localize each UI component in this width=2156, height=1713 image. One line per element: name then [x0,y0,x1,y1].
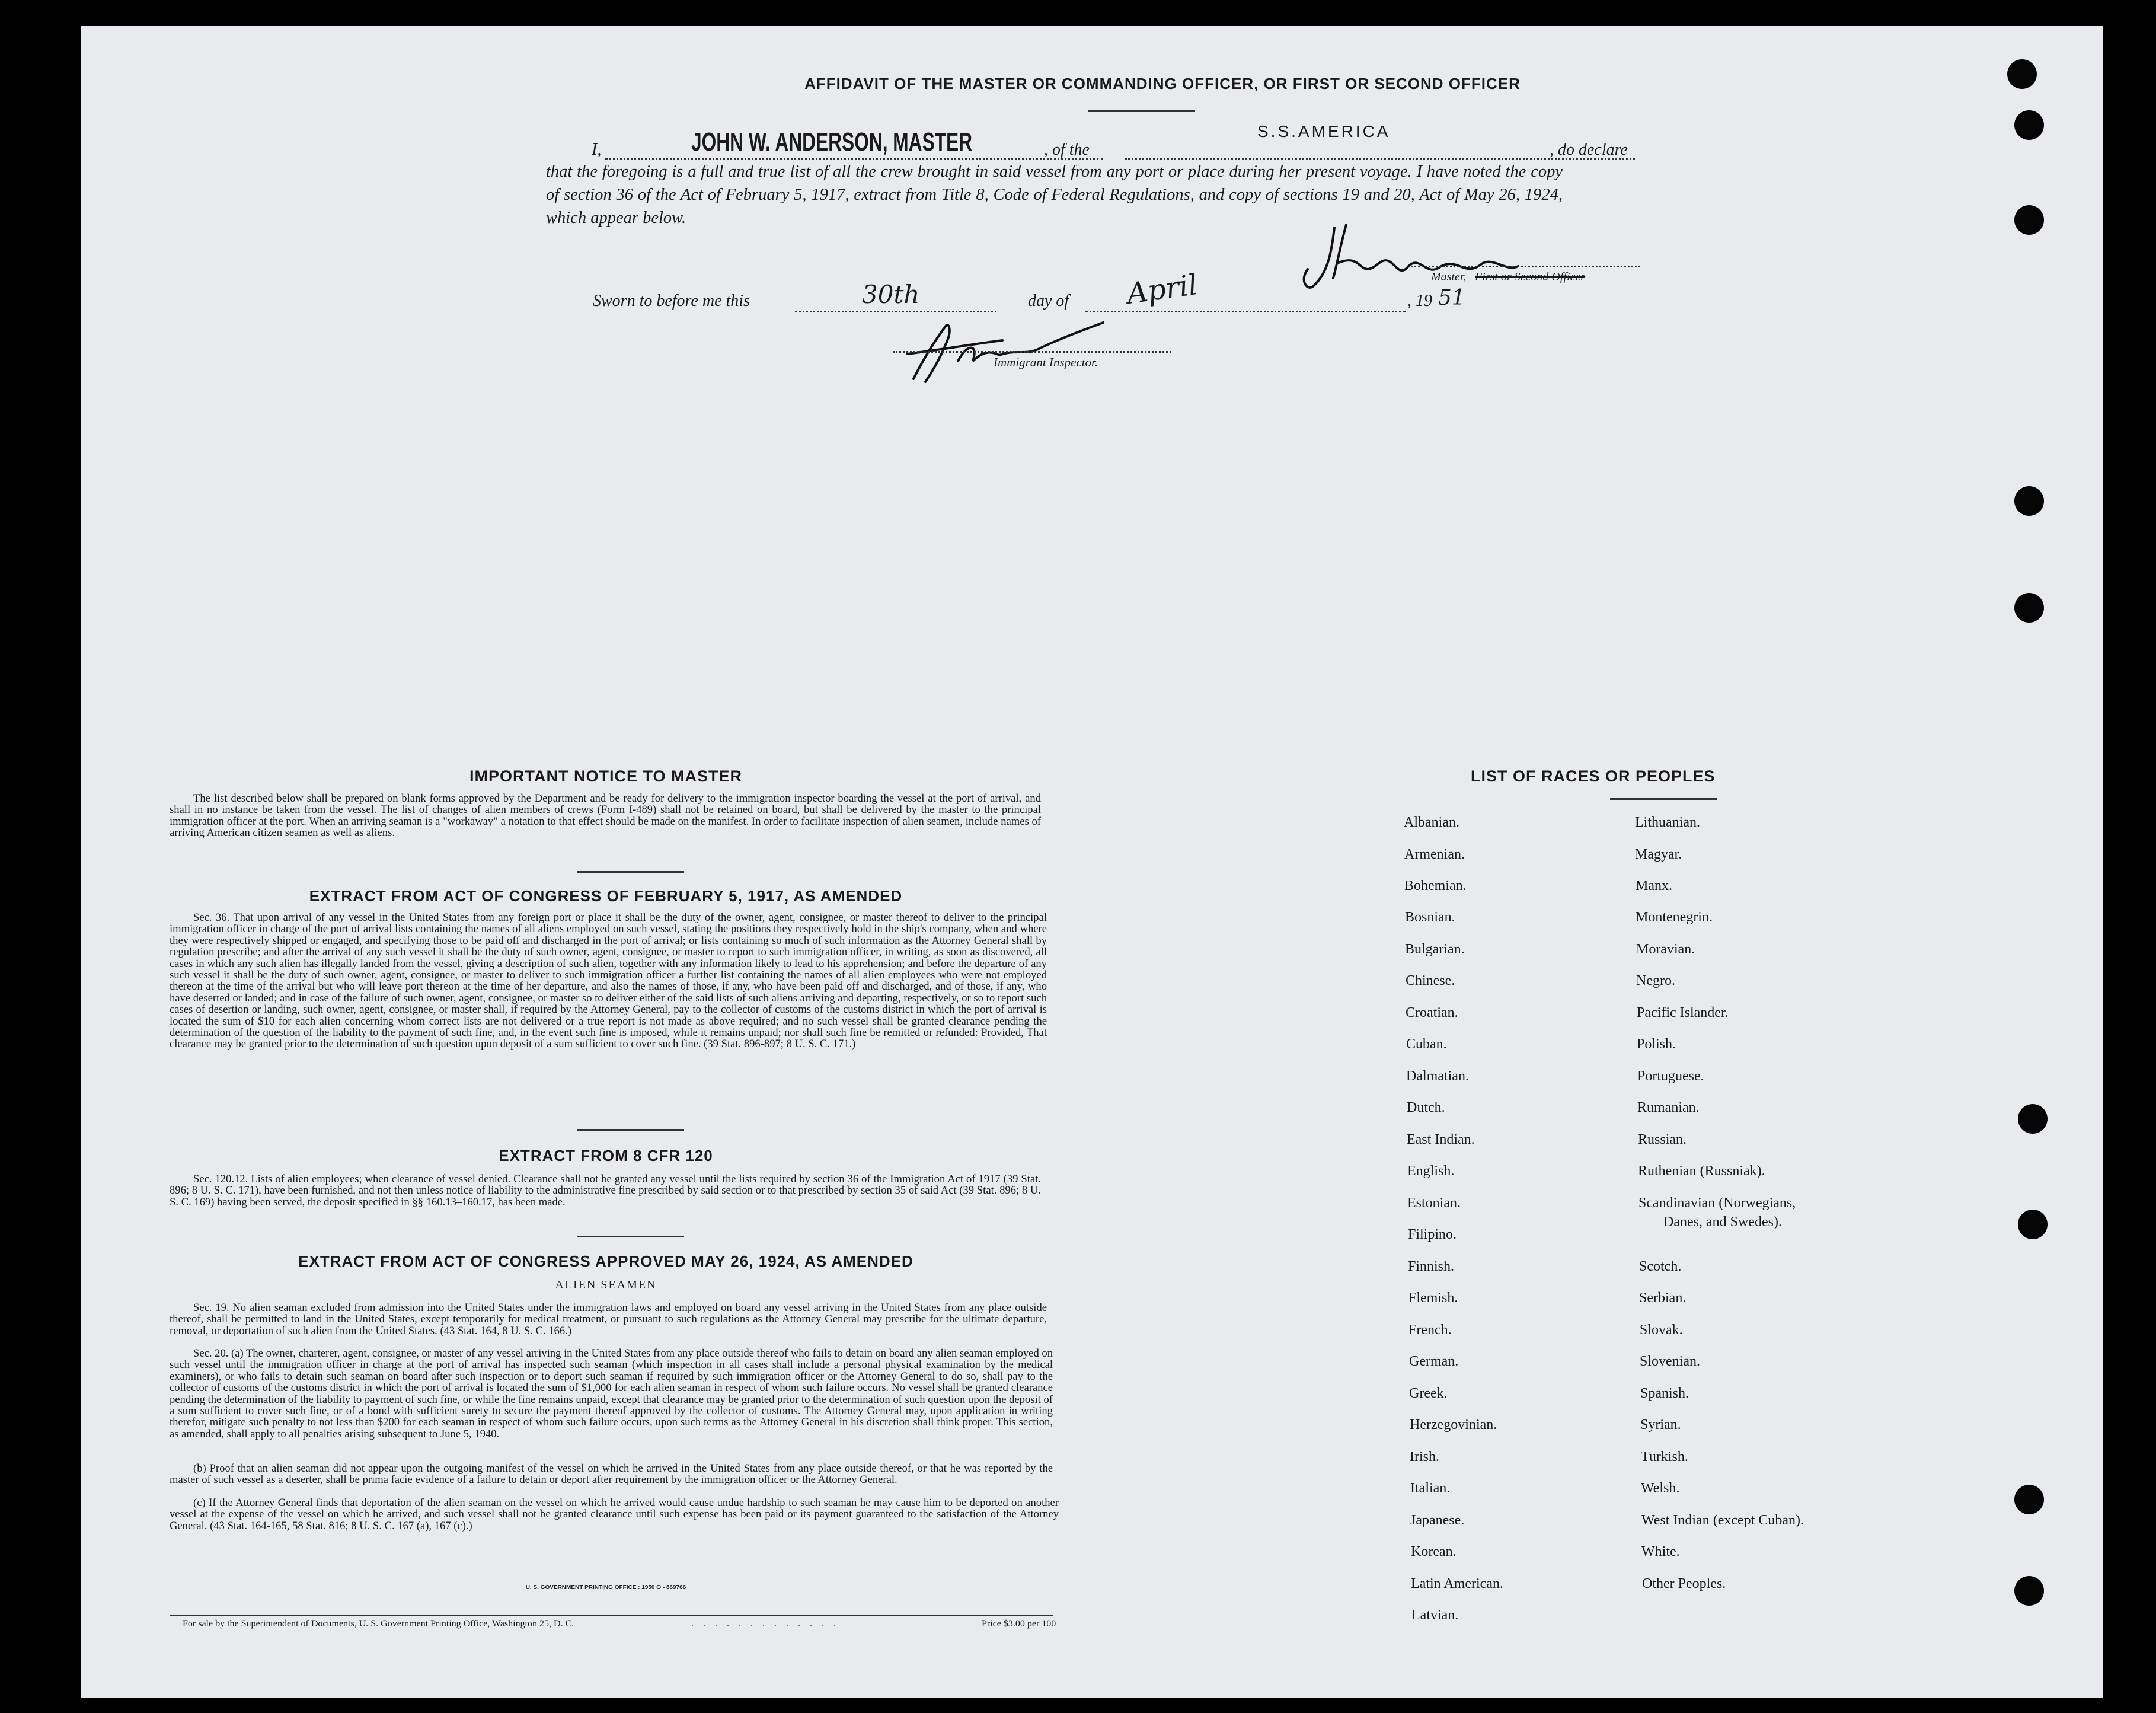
do-declare-label: , do declare [1550,141,1628,159]
race-item: Estonian. [1407,1195,1461,1211]
race-item: Turkish. [1641,1449,1688,1465]
race-item: Finnish. [1408,1259,1455,1274]
race-item: West Indian (except Cuban). [1641,1513,1804,1528]
race-item: Negro. [1636,973,1675,988]
footer-dots: . . . . . . . . . . . . . [691,1619,839,1629]
day-of-label: day of [1028,292,1069,310]
race-item: Spanish. [1640,1386,1689,1401]
races-title: LIST OF RACES OR PEOPLES [1471,767,1716,785]
punch-hole [2014,593,2044,623]
race-item: Greek. [1409,1386,1448,1401]
race-item: Scandinavian (Norwegians, [1638,1195,1796,1211]
race-item: Russian. [1638,1132,1687,1147]
race-item: Montenegrin. [1636,910,1713,925]
race-item: Syrian. [1640,1417,1681,1433]
master-signature-line [1411,266,1640,267]
sec20a-text: Sec. 20. (a) The owner, charterer, agent, consignee, or master of any vessel arriving in the United States from any place outside thereof who fails to detain on board any alien seaman employed on such vessel until the immigration officer in charge at the port of arrival has inspected such seaman (which inspection in all cases shall include a personal physical examination by the medical examiners), or who fails to detain such seaman on board after such inspection or to deport such seaman if required by such immigration officer or the Attorney General to do so, shall pay to the collector of customs of the customs district in which the port of arrival is located the sum of $1,000 for each alien seaman in respect of whom such failure occurs. No vessel shall be granted clearance pending the determination of the liability to payment of such fine, or while the fine remains unpaid, except that clearance may be granted prior to the determination of such question upon the deposit of a sum sufficient to cover such fine, or of a bond with sufficient surety to secure the payment thereof approved by the collector of customs. The Attorney General may, upon application in writing therefor, mitigate such penalty to not less than $200 for each seaman in respect of whom such failure occurs, upon such terms as the Attorney General in his discretion shall think proper. This section, as amended, shall apply to all penalties arising subsequent to June 5, 1940. [170,1347,1053,1440]
sworn-prefix: Sworn to before me this [593,292,750,310]
footer-left: For sale by the Superintendent of Documents, U. S. Government Printing Office, Washington 25, D. C. [183,1619,574,1629]
race-item: Lithuanian. [1635,815,1700,830]
race-item: Welsh. [1641,1481,1680,1496]
race-item: Croatian. [1406,1005,1458,1020]
race-item: Flemish. [1408,1290,1458,1306]
affidavit-title: AFFIDAVIT OF THE MASTER OR COMMANDING OFFICER, OR FIRST OR SECOND OFFICER [804,75,1521,92]
sworn-month-line [1085,311,1406,312]
race-item: Manx. [1636,878,1672,894]
inspector-signature [890,308,1127,391]
sworn-day-value: 30th [862,280,920,309]
name-line [605,158,1103,160]
sec19-text: Sec. 19. No alien seaman excluded from admission into the United States under the immigration laws and employed on board any vessel arriving in the United States from any place outside thereof, shall be permitted to land in the United States, except temporarily for medical treatment, or pursuant to such regulations as the Attorney General may prescribe for the ultimate departure, removal, or deportation of such alien from the United States. (43 Stat. 164, 8 U. S. C. 166.) [170,1302,1047,1337]
race-item: Cuban. [1406,1036,1447,1052]
race-item: Bulgarian. [1405,942,1465,957]
punch-hole [2014,1576,2044,1606]
race-item: Chinese. [1406,973,1455,988]
race-item: Armenian. [1404,847,1465,862]
inspector-caption: Immigrant Inspector. [994,355,1098,369]
race-item: White. [1641,1544,1680,1559]
vessel-name: S.S.AMERICA [1257,122,1391,141]
sec20c-text: (c) If the Attorney General finds that deportation of the alien seaman on the vessel on which he arrived would cause undue hardship to such seaman he may cause him to be deported on another vessel at the expense of the vessel on which he arrived, and such vessel shall not be granted clearance until such expense has been paid or its payment guaranteed to the satisfaction of the Attorney General. (43 Stat. 164-165, 58 Stat. 816; 8 U. S. C. 167 (a), 167 (c).) [170,1497,1059,1532]
footer-rule [170,1615,1053,1616]
race-item: Slovenian. [1640,1354,1700,1369]
title-rule [1088,110,1195,112]
punch-hole [2014,110,2044,140]
race-item: Japanese. [1410,1513,1465,1528]
printer-line: U. S. GOVERNMENT PRINTING OFFICE : 1950 O - 869766 [525,1584,686,1591]
extract-1924-title: EXTRACT FROM ACT OF CONGRESS APPROVED MAY 26, 1924, AS AMENDED [298,1252,913,1270]
race-item: Herzegovinian. [1410,1417,1497,1433]
punch-hole [2014,486,2044,516]
race-item: Irish. [1410,1449,1439,1465]
notice-title: IMPORTANT NOTICE TO MASTER [469,767,742,785]
year-prefix: , 19 [1407,292,1432,310]
race-item: Bosnian. [1405,910,1455,925]
of-the-label: , of the [1044,141,1090,159]
document-sheet [81,26,2103,1698]
race-item: Other Peoples. [1642,1576,1726,1591]
race-item: German. [1409,1354,1459,1369]
races-title-rule [1610,798,1717,800]
punch-hole [2018,1104,2048,1134]
race-item: Albanian. [1404,815,1459,830]
master-caption: Master, [1431,270,1467,283]
race-item: Korean. [1411,1544,1457,1559]
race-item: Dalmatian. [1406,1068,1469,1084]
race-item: Polish. [1637,1036,1676,1052]
race-item: Danes, and Swedes). [1663,1214,1782,1230]
extract-1924-subtitle: ALIEN SEAMEN [555,1278,657,1291]
sworn-year-value: 51 [1438,286,1465,310]
declarant-name: JOHN W. ANDERSON, MASTER [691,127,973,157]
race-item: Bohemian. [1404,878,1467,894]
footer-right: Price $3.00 per 100 [982,1619,1056,1629]
extract-cfr-text: Sec. 120.12. Lists of alien employees; when clearance of vessel denied. Clearance shall not be granted any vessel until the lists required by section 36 of the Immigration Act of 1917 (39 Stat. 896; 8 U. S. C. 171), have been furnished, and not then unless notice of liability to the administrative fine prescribed by said section or to that prescribed by section 35 of said Act (39 Stat. 896; 8 U. S. C. 169) having been served, the deposit specified in §§ 160.13–160.17, has been made. [170,1173,1041,1208]
extract-1917-title: EXTRACT FROM ACT OF CONGRESS OF FEBRUARY 5, 1917, AS AMENDED [309,887,903,905]
race-item: Rumanian. [1637,1100,1700,1115]
race-item: Serbian. [1639,1290,1687,1306]
struck-caption: First or Second Officer [1475,270,1586,283]
race-item: French. [1408,1322,1452,1338]
punch-hole [2014,205,2044,235]
sworn-month-value: April [1125,267,1200,311]
affidavit-body: that the foregoing is a full and true list of all the crew brought in said vessel from any port or place during her present voyage. I have noted the copy of section 36 of the Act of February 5, 1917, extract from Title 8, Code of Federal Regulations, and copy of sections 19 and 20, Act of May 26, 1924, which appear below. [546,162,1563,227]
notice-text: The list described below shall be prepared on blank forms approved by the Department and be ready for delivery to the immigration inspector boarding the vessel at the port of arrival, and shall in no instance be taken from the vessel. The list of changes of alien members of crews (Form I-489) shall not be retained on board, but shall be delivered by the master to the principal immigration officer at the port. When an arriving seaman is a "workaway" a notation to that effect should be made on the manifest. In order to facilitate inspection of alien seamen, include names of arriving American citizen seamen as well as aliens. [170,792,1041,840]
section-rule [577,1236,684,1237]
race-item: English. [1407,1163,1455,1179]
extract-1917-text: Sec. 36. That upon arrival of any vessel in the United States from any foreign port or place it shall be the duty of the owner, agent, consignee, or master thereof to deliver to the principal immigration officer in charge of the port of arrival lists containing the names of all aliens employed on such vessel, stating the positions they respectively hold in the ship's company, when and where they were respectively shipped or engaged, and specifying those to be paid off and discharged in the port of arrival; or lists containing so much of such information as the Attorney General shall by regulation prescribe; and after the arrival of any such vessel it shall be the duty of such owner, agent, consignee, or master to report to such immigration officer, in writing, as soon as discovered, all cases in which any such alien has illegally landed from the vessel, giving a description of such alien, together with any information likely to lead to his apprehension; and before the departure of any such vessel it shall be the duty of such owner, agent, consignee, or master to deliver to such immigration officer a further list containing the names of all alien employees who were not employed thereon at the time of the arrival but who will leave port thereon at the time of her departure, and also the names of those, if any, who have been paid off and discharged, and of those, if any, who have deserted or landed; and in case of the failure of such owner, agent, consignee, or master so to deliver either of the said lists of such aliens arriving and departing, respectively, or so to report such cases of desertion or landing, such owner, agent, consignee, or master shall, if required by the Attorney General, pay to the collector of customs of the customs district in which the port of arrival is located the sum of $10 for each alien concerning whom correct lists are not delivered or a true report is not made as above required; and no such vessel shall be granted clearance pending the determination of the question of the liability to the payment of such fine, and, in the event such fine is imposed, while it remains unpaid; nor shall such fine be remitted or refunded: Provided, That clearance may be granted prior to the determination of such question upon deposit of a sum sufficient to cover such fine. (39 Stat. 896-897; 8 U. S. C. 171.) [170,911,1047,1051]
race-item: Portuguese. [1637,1068,1704,1084]
race-item: Moravian. [1636,942,1695,957]
declarant-prefix: I, [592,141,602,159]
race-item: Slovak. [1640,1322,1683,1338]
race-item: Filipino. [1408,1227,1457,1242]
section-rule [577,1129,684,1131]
punch-hole [2014,1485,2044,1514]
extract-cfr-title: EXTRACT FROM 8 CFR 120 [499,1147,713,1165]
race-item: Scotch. [1639,1259,1682,1274]
master-signature [1281,216,1530,299]
race-item: Pacific Islander. [1637,1005,1729,1020]
sec20b-text: (b) Proof that an alien seaman did not appear upon the outgoing manifest of the vessel on which he arrived in the United States from any place outside thereof, or that he was reported by the master of such vessel as a deserter, shall be prima facie evidence of a failure to detain or deport after requirement by the immigration officer or the Attorney General. [170,1462,1053,1486]
race-item: Dutch. [1407,1100,1445,1115]
punch-hole [2007,59,2037,89]
race-item: Ruthenian (Russniak). [1638,1163,1765,1179]
race-item: East Indian. [1407,1132,1475,1147]
race-item: Latin American. [1411,1576,1503,1591]
race-item: Italian. [1410,1481,1451,1496]
inspector-signature-line [893,351,1171,353]
punch-hole [2018,1210,2048,1239]
race-item: Magyar. [1635,847,1682,862]
section-rule [577,871,684,873]
race-item: Latvian. [1411,1607,1459,1623]
